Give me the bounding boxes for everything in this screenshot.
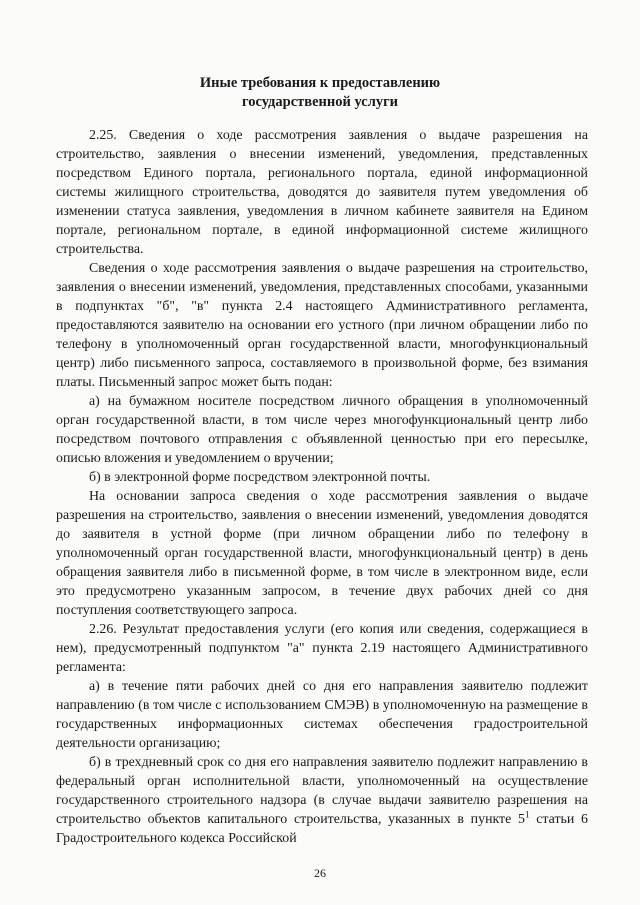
paragraph-item-b-3-days [56, 753, 588, 848]
paragraph-request-answer: На основании запроса сведения о ходе рассмотрения заявления о выдаче разрешения на строительство, заявления о внесении изменений, уведомления доводятся до заявителя в устной форме (при личном обращении либо по телефону в уполномоченный орган государственной власти, многофункциональный центр) в день обращения заявителя либо в письменной форме, в том числе в электронном виде, если это предусмотрено указанным запросом, в течение двух рабочих дней со дня поступления соответствующего запроса. [56, 489, 588, 618]
superscript: 1 [525, 809, 530, 820]
heading-line-2: государственной услуги [241, 94, 399, 110]
page-number: 26 [314, 866, 326, 880]
paragraph-text-tail: статьи 6 Градостроительного кодекса Российской [56, 812, 588, 846]
section-heading [0, 74, 640, 112]
paragraph-item-b-email: б) в электронной форме посредством электронной почты. [89, 470, 431, 485]
body-text [56, 126, 588, 848]
paragraph-2-25: 2.25. Сведения о ходе рассмотрения заявления о выдаче разрешения на строительство, заявления о внесении изменений, уведомления, представленных посредством Единого портала, регионального портала, единой информационной системы жилищного строительства, доводятся до заявителя путем уведомления об изменении статуса заявления, уведомления в личном кабинете заявителя на Едином портале, региональном портале, в единой информационной системе жилищного строительства. [56, 128, 588, 257]
paragraph-info-request: Сведения о ходе рассмотрения заявления о выдаче разрешения на строительство, заявления о внесении изменений, уведомления, представленных способами, указанными в подпунктах "б", "в" пункта 2.4 настоящего Административного регламента, предоставляются заявителю на основании его устного (при личном обращении либо по телефону в уполномоченный орган государственной власти, многофункциональный центр) либо письменного запроса, составляемого в произвольной форме, без взимания платы. Письменный запрос может быть подан: [56, 261, 588, 390]
paragraph-text: б) в трехдневный срок со дня его направления заявителю подлежит направлению в федеральный орган исполнительной власти, уполномоченный на осуществление государственного строительного надзора (в случае выдачи заявителю разрешения на строительство объектов капитального строительства, указанных в пункте 5 [56, 755, 588, 827]
paragraph-item-a-5-days: а) в течение пяти рабочих дней со дня его направления заявителю подлежит направлению (в том числе с использованием СМЭВ) в уполномоченную на размещение в государственных информационных системах обеспечения градостроительной деятельности организацию; [56, 679, 588, 751]
paragraph-item-a-paper: а) на бумажном носителе посредством личного обращения в уполномоченный орган государственной власти, в том числе через многофункциональный центр либо посредством почтового отправления с объявленной ценностью при его пересылке, описью вложения и уведомлением о вручении; [56, 394, 588, 466]
heading-line-1: Иные требования к предоставлению [199, 75, 441, 91]
paragraph-2-26: 2.26. Результат предоставления услуги (его копия или сведения, содержащиеся в нем), предусмотренный подпунктом "а" пункта 2.19 настоящего Административного регламента: [56, 622, 588, 675]
